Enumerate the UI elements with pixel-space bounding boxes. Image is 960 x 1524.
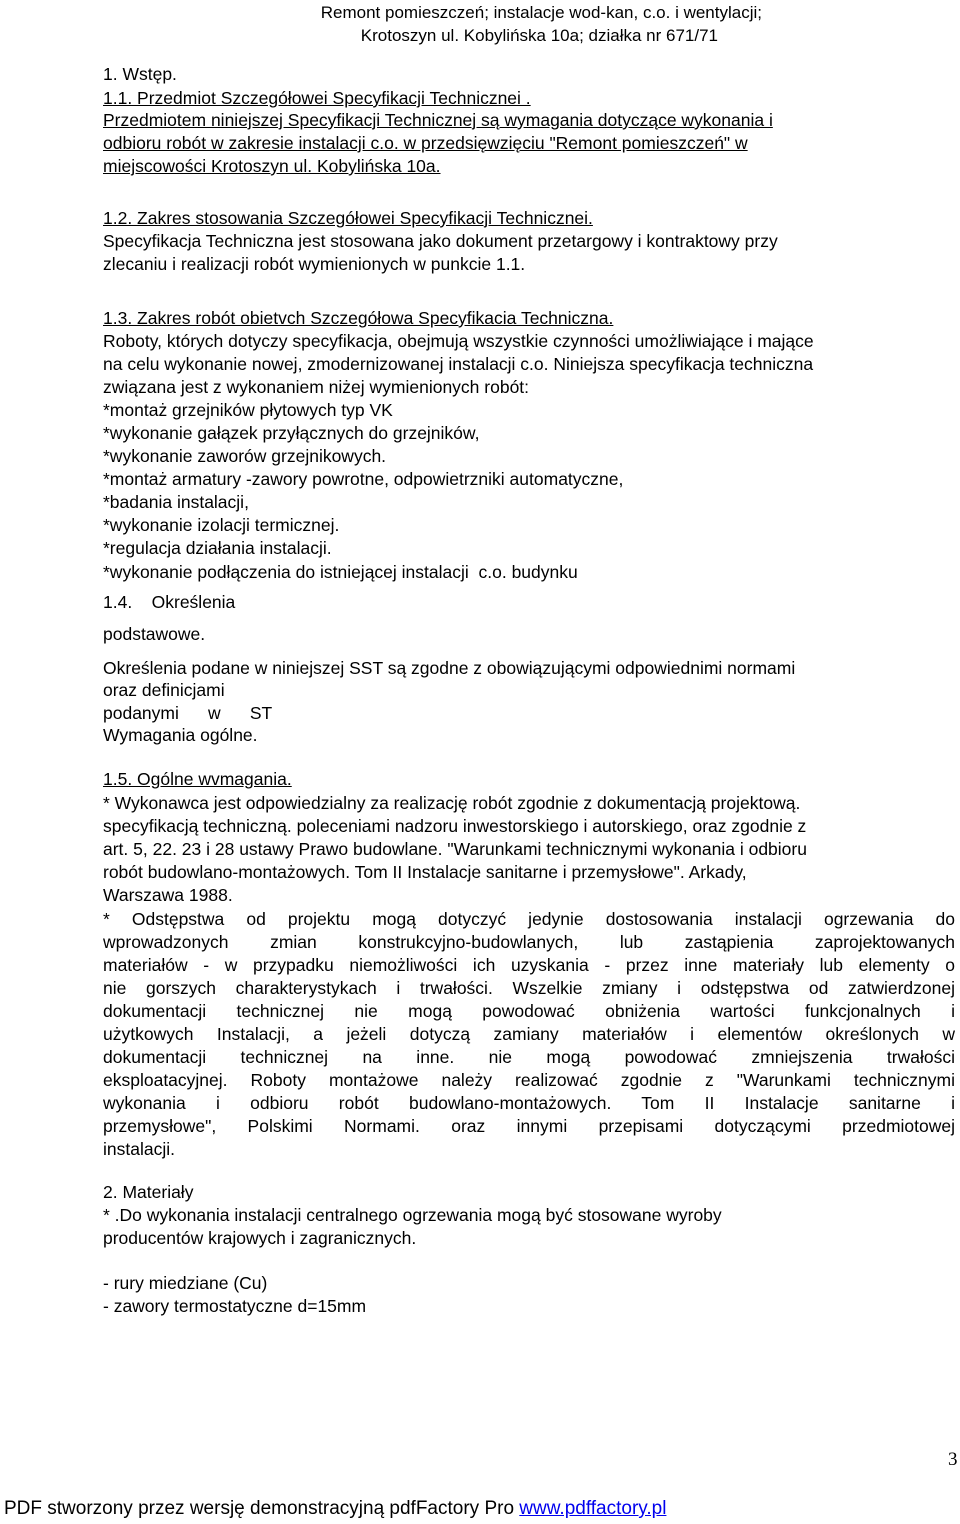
body-line: Specyfikacja Techniczna jest stosowana jako dokument przetargowy i kontraktowy przy bbox=[103, 231, 778, 251]
section-1-2-heading: 1.2. Zakres stosowania Szczegółowei Specyfikacji Technicznei. bbox=[103, 208, 593, 228]
body-line: podanymi w ST bbox=[103, 703, 273, 723]
list-item: *wykonanie podłączenia do istniejącej instalacji c.o. budynku bbox=[103, 562, 578, 582]
list-item: *regulacja działania instalacji. bbox=[103, 538, 332, 558]
body-line: materiałów - w przypadku niemożliwości ich uzyskania - przez inne materiały lub elementy o bbox=[103, 955, 955, 975]
list-item: *badania instalacji, bbox=[103, 492, 249, 512]
body-line: nie gorszych charakterystykach i trwałości. Wszelkie zmiany i odstępstwa od zatwierdzonej bbox=[103, 978, 955, 998]
body-line: dokumentacji technicznej na inne. nie mogą powodować zmniejszenia trwałości bbox=[103, 1047, 955, 1067]
body-line: miejscowości Krotoszyn ul. Kobylińska 10a. bbox=[103, 156, 441, 176]
body-line: instalacji. bbox=[103, 1139, 175, 1159]
body-line: dokumentacji technicznej nie mogą powodować obniżenia wartości funkcjonalnych i bbox=[103, 1001, 955, 1021]
body-line: producentów krajowych i zagranicznych. bbox=[103, 1228, 417, 1248]
list-item: *wykonanie gałązek przyłącznych do grzejników, bbox=[103, 423, 480, 443]
body-line: specyfikacją techniczną. poleceniami nadzoru inwestorskiego i autorskiego, oraz zgodnie z bbox=[103, 816, 807, 836]
body-line: oraz definicjami bbox=[103, 680, 225, 700]
section-1-4-heading-cont: podstawowe. bbox=[103, 624, 206, 644]
list-item: *wykonanie zaworów grzejnikowych. bbox=[103, 446, 387, 466]
body-line: Określenia podane w niniejszej SST są zgodne z obowiązującymi odpowiednimi normami bbox=[103, 658, 796, 678]
page-number: 3 bbox=[948, 1449, 958, 1470]
body-line: przemysłowe", Polskimi Normami. oraz innymi przepisami dotyczącymi przedmiotowej bbox=[103, 1116, 955, 1136]
pdf-footer bbox=[4, 1497, 666, 1521]
body-line: * Wykonawca jest odpowiedzialny za realizację robót zgodnie z dokumentacją projektową. bbox=[103, 793, 801, 813]
body-line: wprowadzonych zmian konstrukcyjno-budowlanych, lub zastąpienia zaprojektowanych bbox=[103, 932, 955, 952]
body-line: * .Do wykonania instalacji centralnego ogrzewania mogą być stosowane wyroby bbox=[103, 1205, 722, 1225]
body-line: * Odstępstwa od projektu mogą dotyczyć jedynie dostosowania instalacji ogrzewania do bbox=[103, 909, 955, 929]
section-1-5-heading: 1.5. Ogólne wvmagania. bbox=[103, 769, 292, 789]
body-line: zlecaniu i realizacji robót wymienionych w punkcie 1.1. bbox=[103, 254, 526, 274]
body-line: eksploatacyjnej. Roboty montażowe należy realizować zgodnie z "Warunkami technicznymi bbox=[103, 1070, 955, 1090]
body-line: robót budowlano-montażowych. Tom II Instalacje sanitarne i przemysłowe". Arkady, bbox=[103, 862, 747, 882]
body-line: Wymagania ogólne. bbox=[103, 725, 258, 745]
footer-text: PDF stworzony przez wersję demonstracyjną pdfFactory Pro bbox=[4, 1498, 520, 1519]
list-item: - zawory termostatyczne d=15mm bbox=[103, 1296, 367, 1316]
body-line: wykonania i odbioru robót budowlano-montażowych. Tom II Instalacje sanitarne i bbox=[103, 1093, 955, 1113]
body-line: Roboty, których dotyczy specyfikacja, obejmują wszystkie czynności umożliwiające i mające bbox=[103, 331, 814, 351]
list-item: *montaż armatury -zawory powrotne, odpowietrzniki automatyczne, bbox=[103, 469, 624, 489]
list-item: *wykonanie izolacji termicznej. bbox=[103, 515, 340, 535]
footer-link[interactable]: www.pdffactory.pl bbox=[519, 1498, 667, 1519]
body-line: art. 5, 22. 23 i 28 ustawy Prawo budowlane. "Warunkami technicznymi wykonania i odbioru bbox=[103, 839, 807, 859]
section-2-heading: 2. Materiały bbox=[103, 1182, 194, 1202]
section-1-4-heading: 1.4. Określenia bbox=[103, 592, 236, 612]
list-item: *montaż grzejników płytowych typ VK bbox=[103, 400, 393, 420]
body-line: odbioru robót w zakresie instalacji c.o. w przedsięwzięciu "Remont pomieszczeń" w bbox=[103, 133, 748, 153]
body-line: Warszawa 1988. bbox=[103, 885, 233, 905]
section-1-1-heading: 1.1. Przedmiot Szczegółowei Specyfikacji Technicznei . bbox=[103, 88, 531, 108]
section-1-heading: 1. Wstęp. bbox=[103, 64, 177, 84]
list-item: - rury miedziane (Cu) bbox=[103, 1273, 268, 1293]
body-line: użytkowych Instalacji, a jeżeli dotyczą zamiany materiałów i elementów określonych w bbox=[103, 1024, 955, 1044]
body-line: związana jest z wykonaniem niżej wymienionych robót: bbox=[103, 377, 530, 397]
body-line: na celu wykonanie nowej, zmodernizowanej instalacji c.o. Niniejsza specyfikacja techniczna bbox=[103, 354, 814, 374]
body-line: Przedmiotem niniejszej Specyfikacji Technicznej są wymagania dotyczące wykonania i bbox=[103, 110, 773, 130]
section-1-3-heading: 1.3. Zakres robót obietvch Szczegółowa Specyfikacia Techniczna. bbox=[103, 308, 614, 328]
